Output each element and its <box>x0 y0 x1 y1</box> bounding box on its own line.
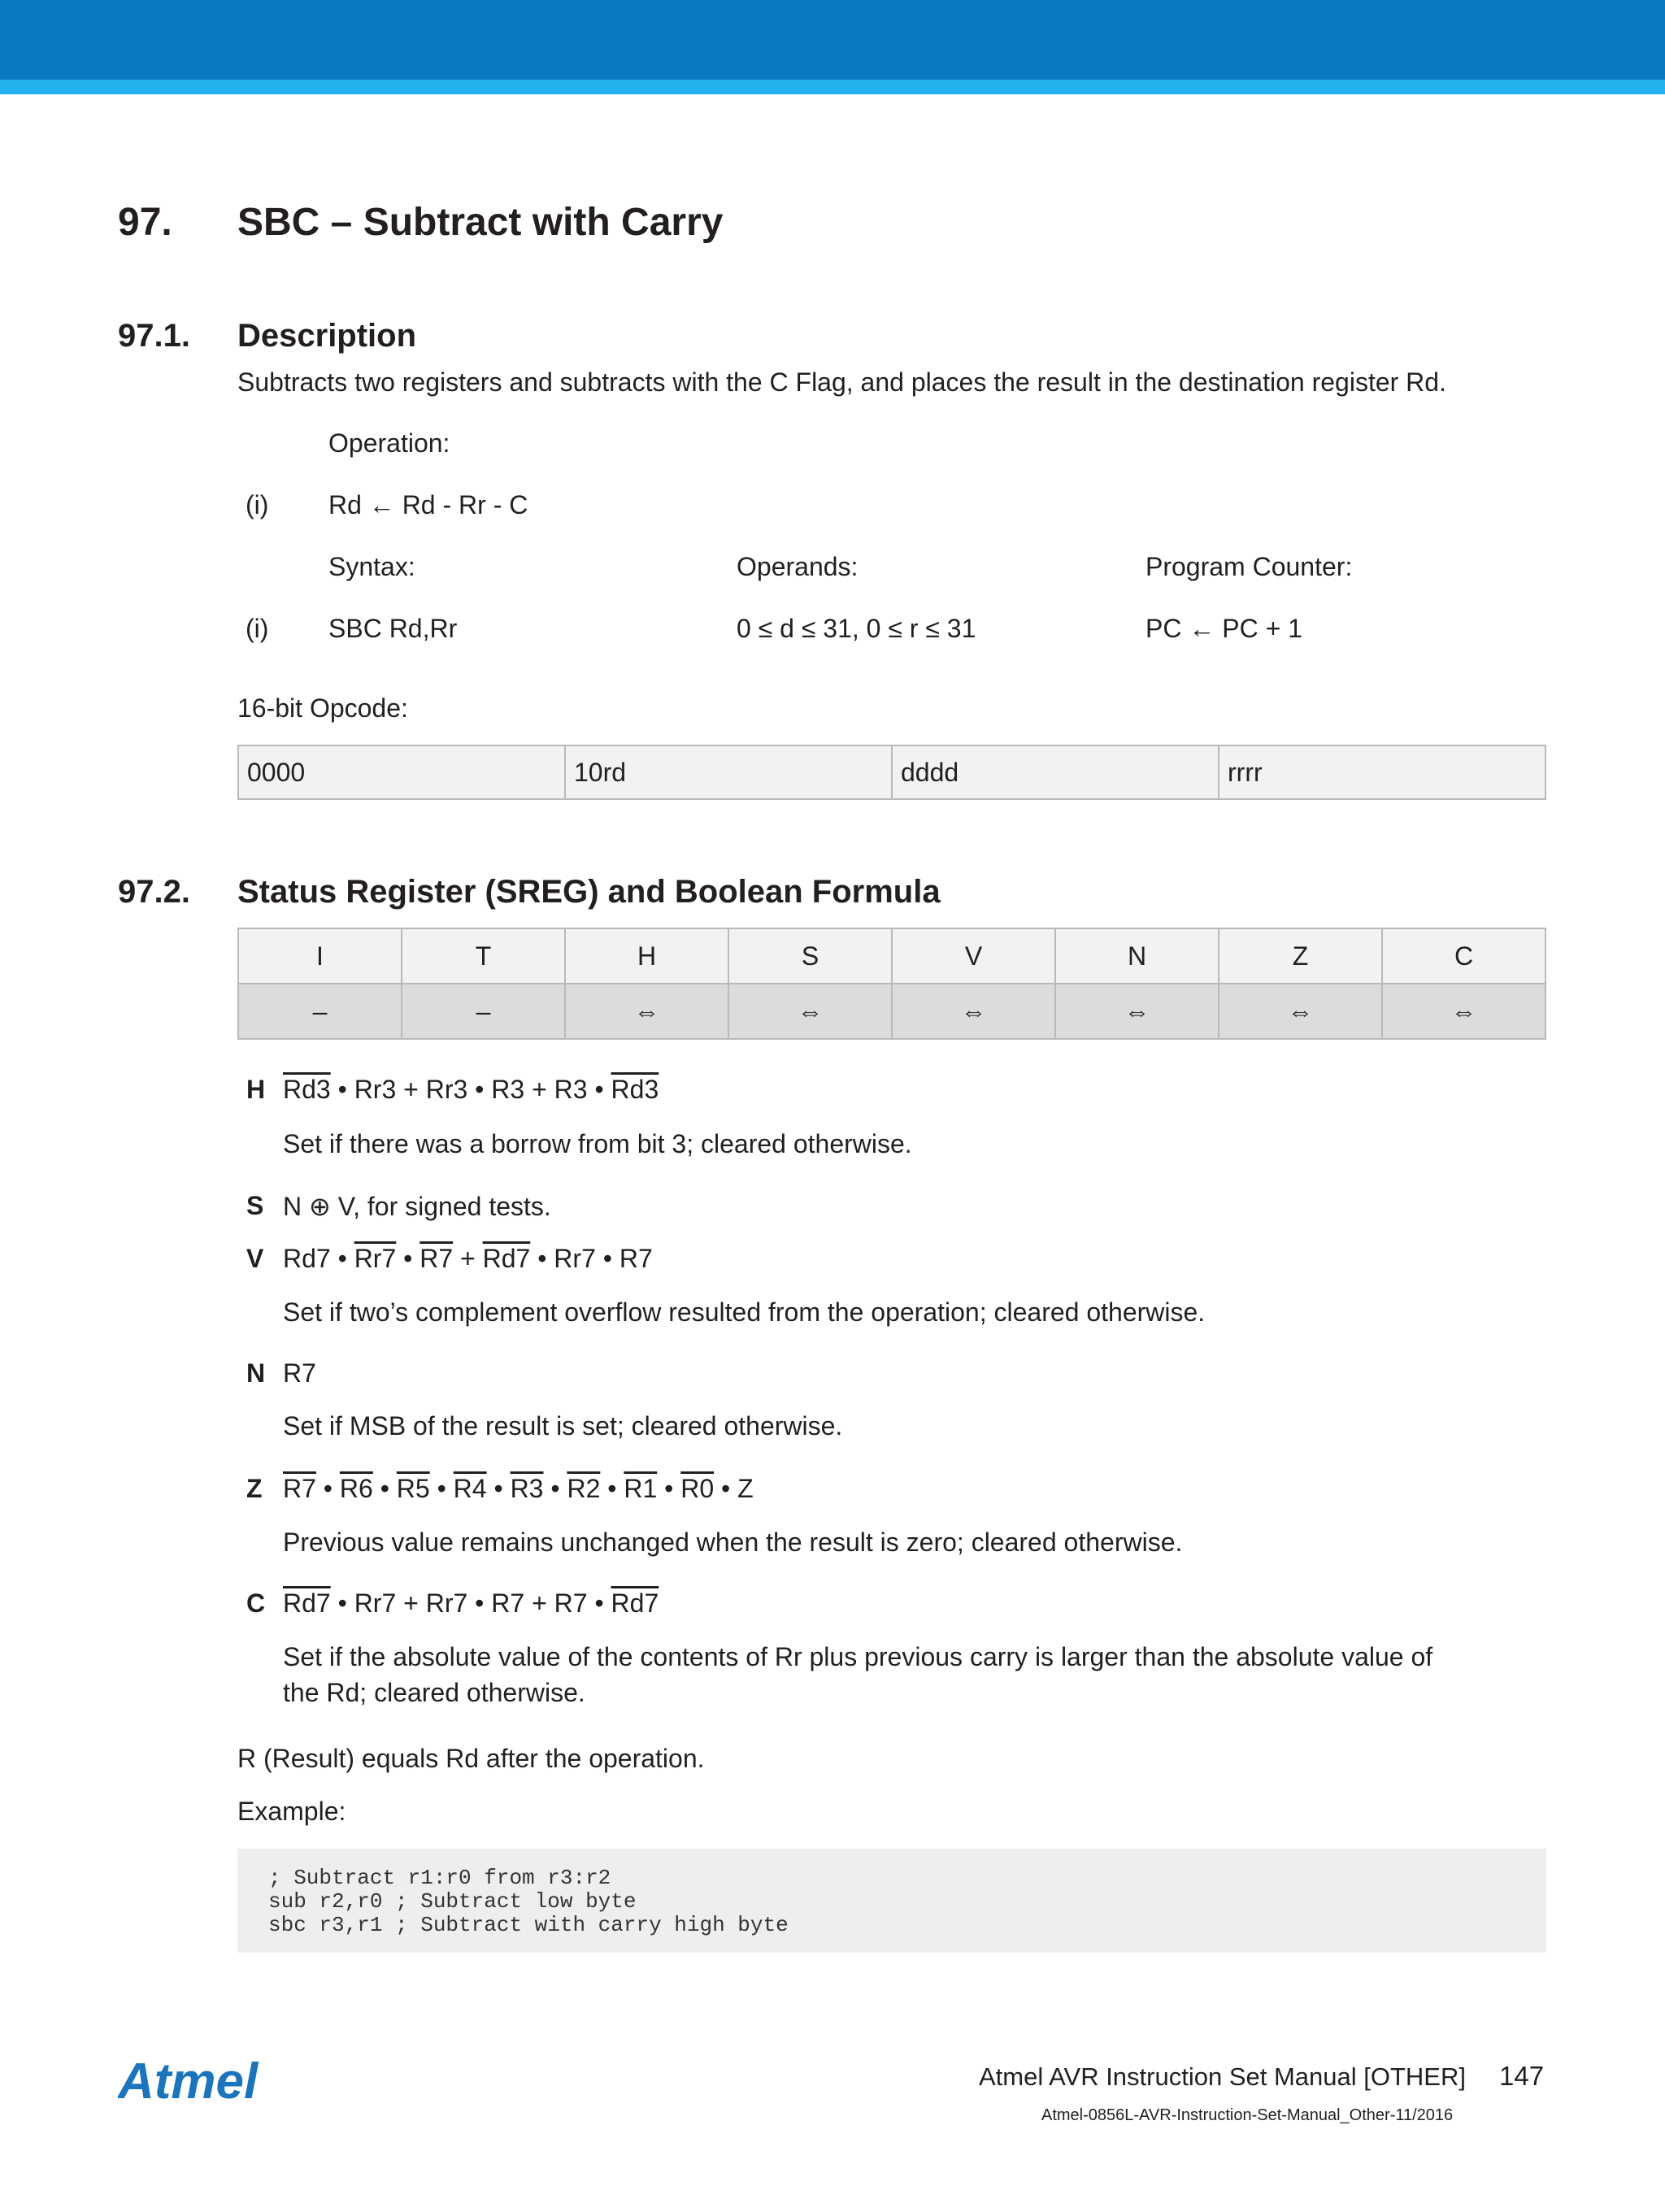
formula-op: • <box>657 1474 681 1503</box>
code-line: ; Subtract r1:r0 from r3:r2 <box>268 1866 611 1890</box>
example-label: Example: <box>237 1797 346 1826</box>
program-counter-value: PC ← PC + 1 <box>1146 614 1302 643</box>
formula-term: R2 <box>567 1474 601 1503</box>
formula-v-description: Set if two’s complement overflow resulted from the operation; cleared otherwise. <box>283 1297 1206 1327</box>
formula-n-description: Set if MSB of the result is set; cleared otherwise. <box>283 1411 843 1441</box>
formula-term: Rd7 <box>482 1244 531 1273</box>
sreg-flag-cell: H <box>565 928 728 984</box>
formula-term: • <box>396 1244 420 1273</box>
formula-term: • Z <box>714 1474 754 1503</box>
operation-label: Operation: <box>328 428 450 458</box>
header-stripe <box>0 80 1665 94</box>
code-line: sbc r3,r1 ; Subtract with carry high byte <box>268 1913 789 1937</box>
sreg-value-cell: ⇔ <box>1219 984 1382 1039</box>
formula-op: • <box>486 1474 511 1503</box>
result-note: R (Result) equals Rd after the operation. <box>237 1744 705 1773</box>
formula-s: N ⊕ V, for signed tests. <box>283 1192 551 1221</box>
formula-term: Rd7 <box>283 1588 331 1618</box>
formula-term: R4 <box>453 1474 487 1503</box>
formula-c-description-line2: the Rd; cleared otherwise. <box>283 1678 585 1707</box>
sreg-flag-cell: V <box>892 928 1055 984</box>
sreg-flag-cell: C <box>1382 928 1545 984</box>
sreg-value-cell: ⇔ <box>1382 984 1545 1039</box>
flag-letter-n: N <box>246 1358 266 1388</box>
sreg-value-cell: – <box>402 984 565 1039</box>
sreg-flag-cell: N <box>1055 928 1219 984</box>
operation-formula: Rd ← Rd - Rr - C <box>328 490 528 519</box>
footer-doc-id: Atmel-0856L-AVR-Instruction-Set-Manual_Other-11/2016 <box>1041 2106 1454 2124</box>
program-counter-label: Program Counter: <box>1146 552 1353 581</box>
formula-term: • Rr3 + Rr3 • R3 + R3 • <box>330 1075 611 1104</box>
sreg-value-cell: ⇔ <box>565 984 728 1039</box>
subsection-heading-description: Description <box>237 318 417 354</box>
operands-label: Operands: <box>737 552 859 581</box>
syntax-label: Syntax: <box>328 552 415 581</box>
code-line: sub r2,r0 ; Subtract low byte <box>268 1889 637 1914</box>
atmel-logo-graphic <box>118 2053 289 2106</box>
formula-op: • <box>543 1474 567 1503</box>
flag-letter-h: H <box>246 1075 266 1104</box>
formula-term: R0 <box>680 1474 715 1503</box>
logo-text: Atmel <box>118 2053 259 2106</box>
formula-term: Rd3 <box>611 1075 659 1104</box>
sreg-table <box>237 928 1546 1040</box>
formula-h <box>283 1075 659 1105</box>
footer-page-number: 147 <box>1499 2061 1545 2091</box>
formula-term: Rd7 • <box>283 1244 354 1273</box>
formula-term: R7 <box>283 1474 316 1503</box>
formula-op: • <box>600 1474 624 1503</box>
code-block <box>237 1849 1546 1953</box>
opcode-label: 16-bit Opcode: <box>237 693 408 723</box>
sreg-value-cell: ⇔ <box>892 984 1055 1039</box>
formula-op: • <box>372 1474 397 1503</box>
opcode-cell: rrrr <box>1219 745 1545 799</box>
formula-z-description: Previous value remains unchanged when the result is zero; cleared otherwise. <box>283 1528 1183 1557</box>
operation-index: (i) <box>246 490 269 519</box>
syntax-value: SBC Rd,Rr <box>328 614 458 643</box>
section-number: 97. <box>118 201 172 244</box>
formula-term: Rr7 <box>354 1244 397 1273</box>
sreg-value-cell: ⇔ <box>1055 984 1219 1039</box>
subsection-number-sreg: 97.2. <box>118 874 190 910</box>
flag-letter-v: V <box>246 1244 264 1273</box>
formula-term: R1 <box>624 1474 658 1503</box>
formula-term: Rd3 <box>283 1075 331 1104</box>
formula-term: + <box>453 1244 483 1273</box>
formula-c-description-line1: Set if the absolute value of the contents of Rr plus previous carry is larger than the absolute value of <box>283 1642 1433 1671</box>
sreg-flag-cell: S <box>728 928 892 984</box>
flag-letter-c: C <box>246 1588 266 1618</box>
formula-v <box>283 1244 653 1274</box>
formula-z <box>283 1474 754 1504</box>
opcode-table <box>237 745 1546 800</box>
opcode-cell: 0000 <box>238 745 565 799</box>
formula-term: R7 <box>420 1244 454 1273</box>
formula-c <box>283 1588 659 1619</box>
formula-term: • Rr7 • R7 <box>530 1244 653 1273</box>
opcode-cell: 10rd <box>565 745 892 799</box>
sreg-flag-row <box>238 928 1545 984</box>
formula-term: Rd7 <box>611 1588 659 1618</box>
sreg-value-cell: ⇔ <box>728 984 892 1039</box>
sreg-value-cell: – <box>238 984 402 1039</box>
formula-term: R6 <box>339 1474 373 1503</box>
header-bar <box>0 0 1665 80</box>
sreg-flag-cell: T <box>402 928 565 984</box>
subsection-heading-sreg: Status Register (SREG) and Boolean Formula <box>237 874 941 910</box>
sreg-flag-cell: I <box>238 928 402 984</box>
section-title: SBC – Subtract with Carry <box>237 201 724 244</box>
atmel-logo <box>118 2053 289 2110</box>
flag-letter-z: Z <box>246 1474 263 1503</box>
flag-letter-s: S <box>246 1191 264 1220</box>
syntax-index: (i) <box>246 614 269 643</box>
sreg-value-row <box>238 984 1545 1039</box>
formula-term: • Rr7 + Rr7 • R7 + R7 • <box>330 1588 611 1618</box>
opcode-cell: dddd <box>892 745 1219 799</box>
formula-op: • <box>429 1474 454 1503</box>
formula-op: • <box>315 1474 340 1503</box>
formula-h-description: Set if there was a borrow from bit 3; cleared otherwise. <box>283 1129 912 1158</box>
formula-term: R3 <box>510 1474 544 1503</box>
footer-manual-title: Atmel AVR Instruction Set Manual [OTHER] <box>979 2062 1466 2091</box>
subsection-number-description: 97.1. <box>118 318 190 354</box>
sreg-flag-cell: Z <box>1219 928 1382 984</box>
formula-n: R7 <box>283 1358 316 1388</box>
operands-value: 0 ≤ d ≤ 31, 0 ≤ r ≤ 31 <box>737 614 976 643</box>
description-text: Subtracts two registers and subtracts with the C Flag, and places the result in the destination register Rd. <box>237 367 1446 397</box>
formula-term: R5 <box>396 1474 430 1503</box>
